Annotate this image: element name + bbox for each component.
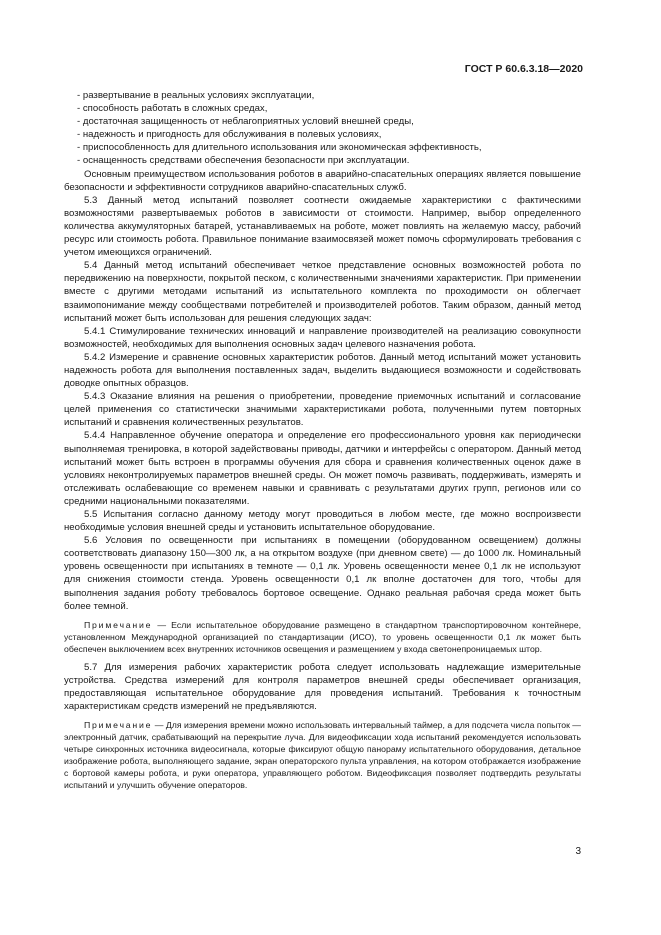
note-label: Примечание (84, 720, 153, 731)
page-number: 3 (575, 846, 581, 857)
paragraph-5-3: 5.3 Данный метод испытаний позволяет соотнести ожидаемые характеристики с фактическими возможностями развертываемых роботов в зависимости от стоимости. Например, выбор определенного количества аккумуляторных батарей, устанавливаемых на роботе, может повлиять на желаемую массу, рабочий ресурс или стоимость робота. Правильное понимание взаимосвязей может помочь сформулировать требования с учетом имеющихся ограничений. (64, 194, 581, 259)
paragraph-5-4-4: 5.4.4 Направленное обучение оператора и определение его профессионального уровня как периодически выполняемая тренировка, в которой задействованы приводы, датчики и интерфейсы с оператором. Данный метод испытаний может быть встроен в программы обучения для сбора и сравнения количественных оценок даже в условиях неконтролируемых параметров внешней среды. Он может помочь развивать, поддерживать, измерять и отслеживать ослабевающие со временем навыки и сравнивать с результатами других групп, регионов или со средними национальными показателями. (64, 430, 581, 507)
requirements-list (64, 89, 581, 168)
page-body (64, 89, 581, 791)
paragraph-5-4-1: 5.4.1 Стимулирование технических инноваций и направление производителей на реализацию совокупности возможностей, необходимых для выполнения основных задач целевого назначения робота. (64, 325, 581, 350)
paragraph-5-4-3: 5.4.3 Оказание влияния на решения о приобретении, проведение приемочных испытаний и согласование целей применения со статистически значимыми характеристиками робота, полученными путем повторных испытаний и сравнения количественных результатов. (64, 391, 581, 429)
note-lighting (64, 619, 581, 655)
list-item: - развертывание в реальных условиях эксплуатации, (77, 90, 315, 101)
paragraph-5-6: 5.6 Условия по освещенности при испытаниях в помещении (оборудованном освещением) должны соответствовать диапазону 150—300 лк, а на открытом воздухе (при дневном свете) — до 1000 лк. Номинальный уровень освещенности при испытаниях в темноте — 0,1 лк. Уровень освещенности менее 0,1 лк не используют для снижения стоимости стенда. Уровень освещенности 0,1 лк вполне достаточен для того, чтобы для выполнения задания роботу требовалось бортовое освещение. Однако реальная рабочая среда может быть более темной. (64, 535, 581, 612)
paragraph-5-5: 5.5 Испытания согласно данному методу могут проводиться в любом месте, где можно воспроизвести необходимые условия внешней среды и установить испытательное оборудование. (64, 509, 581, 534)
list-item: - оснащенность средствами обеспечения безопасности при эксплуатации. (77, 155, 410, 167)
note-text: — Для измерения времени можно использовать интервальный таймер, а для подсчета числа попыток — электронный датчик, срабатывающий на перекрытие луча. Для видеофиксации хода испытаний рекомендуется использовать четыре синхронных источника видеосигнала, которые фиксируют общую панораму испытательного оборудования, детальное изображение робота, выполняющего задание, экран операторского пульта управления, на котором отображается изображение с бортовой камеры робота, и руки оператора, управляющего роботом. Видеофиксация позволяет подтвердить результаты испытаний и улучшить обучение операторов. (64, 720, 581, 791)
note-measurement (64, 719, 581, 791)
list-item: - приспособленность для длительного использования или экономическая эффективность, (77, 142, 482, 154)
document-code: ГОСТ Р 60.6.3.18—2020 (464, 63, 583, 75)
list-item: - надежность и пригодность для обслуживания в полевых условиях, (77, 129, 382, 141)
list-item: - достаточная защищенность от неблагоприятных условий внешней среды, (77, 116, 414, 128)
paragraph-5-4: 5.4 Данный метод испытаний обеспечивает четкое представление основных возможностей робота по передвижению на поверхности, покрытой песком, с количественными значениями характеристик. При применении вместе с другими методами испытаний из испытательного комплекта по проходимости он облегчает взаимопонимание между сообществами потребителей и производителей роботов. Таким образом, данный метод испытаний может быть использован для решения следующих задач: (64, 260, 581, 324)
list-item: - способность работать в сложных средах, (77, 103, 268, 115)
paragraph-advantages: Основным преимуществом использования роботов в аварийно-спасательных операциях является повышение безопасности и эффективности сотрудников аварийно-спасательных служб. (64, 168, 581, 193)
note-label: Примечание (84, 619, 153, 630)
note-text: — Если испытательное оборудование размещено в стандартном транспортировочном контейнере, установленном Международной организацией по стандартизации (ИСО), то уровень освещенности 0,1 лк может быть обеспечен выключением всех внутренних источников освещения и размещением у входа светонепроницаемых штор. (64, 619, 581, 654)
paragraph-5-7: 5.7 Для измерения рабочих характеристик робота следует использовать надлежащие измерительные устройства. Средства измерений для контроля параметров внешней среды обеспечивает организация, предоставляющая испытательное оборудование для проведения испытаний. Требования к точностным характеристикам средств измерений не предъявляются. (64, 661, 581, 713)
paragraph-5-4-2: 5.4.2 Измерение и сравнение основных характеристик роботов. Данный метод испытаний может установить надежность робота для выполнения поставленных задач, выделить выдающиеся возможности и содействовать доводке опытных образцов. (64, 351, 581, 390)
